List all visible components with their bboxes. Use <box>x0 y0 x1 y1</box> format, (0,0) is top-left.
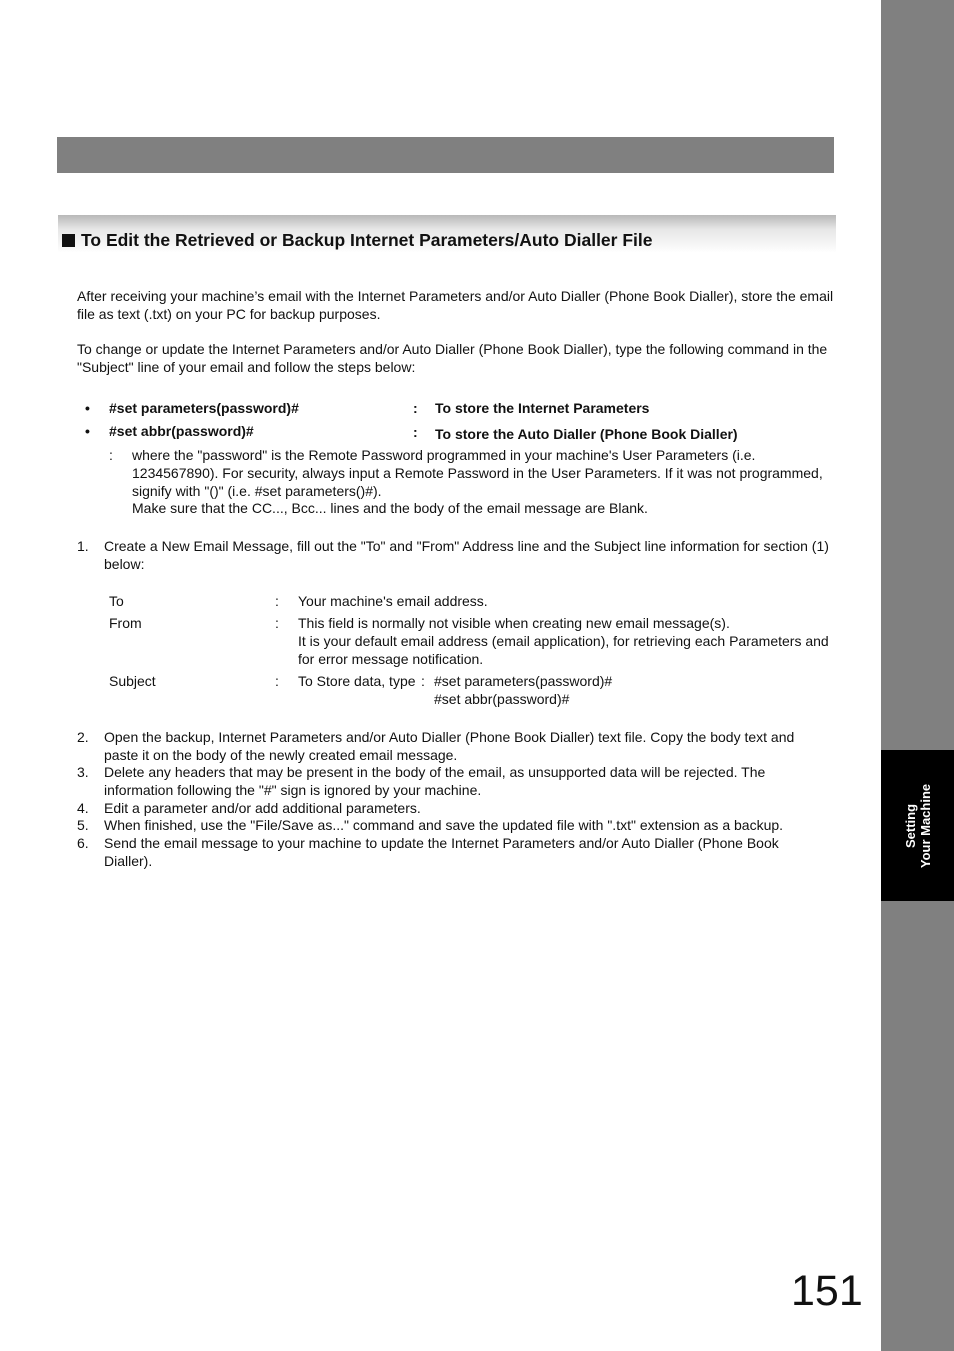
field-value-from-2: It is your default email address (email application), for retrieving each Parameters and for error message notification. <box>298 633 829 667</box>
field-separator: : <box>275 593 279 609</box>
step-text: Edit a parameter and/or add additional parameters. <box>104 800 421 816</box>
command-description: To store the Internet Parameters <box>435 400 650 416</box>
side-tab-label <box>903 783 933 867</box>
page-number: 151 <box>791 1267 863 1315</box>
note-separator: : <box>109 447 113 463</box>
intro-paragraph-2: To change or update the Internet Parameters and/or Auto Dialler (Phone Book Dialler), type the following command in the "Subject" line of your email and follow the steps below: <box>77 341 828 375</box>
step-number: 4. <box>77 800 89 816</box>
field-label-subject: Subject <box>109 673 156 689</box>
field-value-from-1: This field is normally not visible when creating new email message(s). <box>298 615 730 631</box>
command-set-abbr: #set abbr(password)# <box>109 423 254 439</box>
field-value-subject-2: #set abbr(password)# <box>434 691 570 707</box>
field-label-to: To <box>109 593 124 609</box>
command-set-parameters: #set parameters(password)# <box>109 400 299 416</box>
side-tab-line-2: Your Machine <box>917 783 933 868</box>
side-tab-setting-your-machine[interactable] <box>881 750 954 901</box>
field-subject-prefix: To Store data, type <box>298 673 416 689</box>
step-number: 3. <box>77 764 89 780</box>
step-text: Send the email message to your machine to update the Internet Parameters and/or Auto Dialler (Phone Book Dialler). <box>104 835 779 869</box>
field-subject-prefix-separator: : <box>421 673 425 689</box>
step-number: 2. <box>77 729 89 745</box>
step-number: 1. <box>77 538 89 554</box>
section-title: To Edit the Retrieved or Backup Internet Parameters/Auto Dialler File <box>81 230 653 250</box>
section-heading <box>58 215 836 255</box>
note-text-2: Make sure that the CC..., Bcc... lines and the body of the email message are Blank. <box>132 500 648 516</box>
note-text: where the "password" is the Remote Password programmed in your machine's User Parameters (i.e. 1234567890). For security, always input a Remote Password in the User Parameters. If it was not programmed, signify with "()" (i.e. #set parameters()#). <box>132 447 823 499</box>
field-value-to: Your machine's email address. <box>298 593 488 609</box>
step-text: Create a New Email Message, fill out the "To" and "From" Address line and the Subject line information for section (1) below: <box>104 538 829 572</box>
square-bullet-icon <box>62 234 75 247</box>
step-text: Delete any headers that may be present in the body of the email, as unsupported data will be rejected. The information following the "#" sign is ignored by your machine. <box>104 764 766 798</box>
field-value-subject-1: #set parameters(password)# <box>434 673 613 689</box>
field-separator: : <box>275 615 279 631</box>
intro-paragraph-1: After receiving your machine’s email with the Internet Parameters and/or Auto Dialler (Phone Book Dialler), store the email file as text (.txt) on your PC for backup purposes. <box>77 288 834 322</box>
side-tab-line-1: Setting <box>902 803 918 848</box>
step-text: Open the backup, Internet Parameters and/or Auto Dialler (Phone Book Dialler) text file. Copy the body text and paste it on the body of the newly created email message. <box>104 729 795 763</box>
command-separator: : <box>413 424 418 440</box>
header-bar <box>57 137 834 173</box>
step-number: 5. <box>77 817 89 833</box>
side-strip <box>881 0 954 1351</box>
field-separator: : <box>275 673 279 689</box>
command-description: To store the Auto Dialler (Phone Book Dialler) <box>435 426 738 442</box>
bullet-icon: • <box>85 423 90 439</box>
step-number: 6. <box>77 835 89 851</box>
step-text: When finished, use the "File/Save as..." command and save the updated file with ".txt" extension as a backup. <box>104 817 784 833</box>
field-label-from: From <box>109 615 142 631</box>
bullet-icon: • <box>85 400 90 416</box>
command-separator: : <box>413 400 418 416</box>
